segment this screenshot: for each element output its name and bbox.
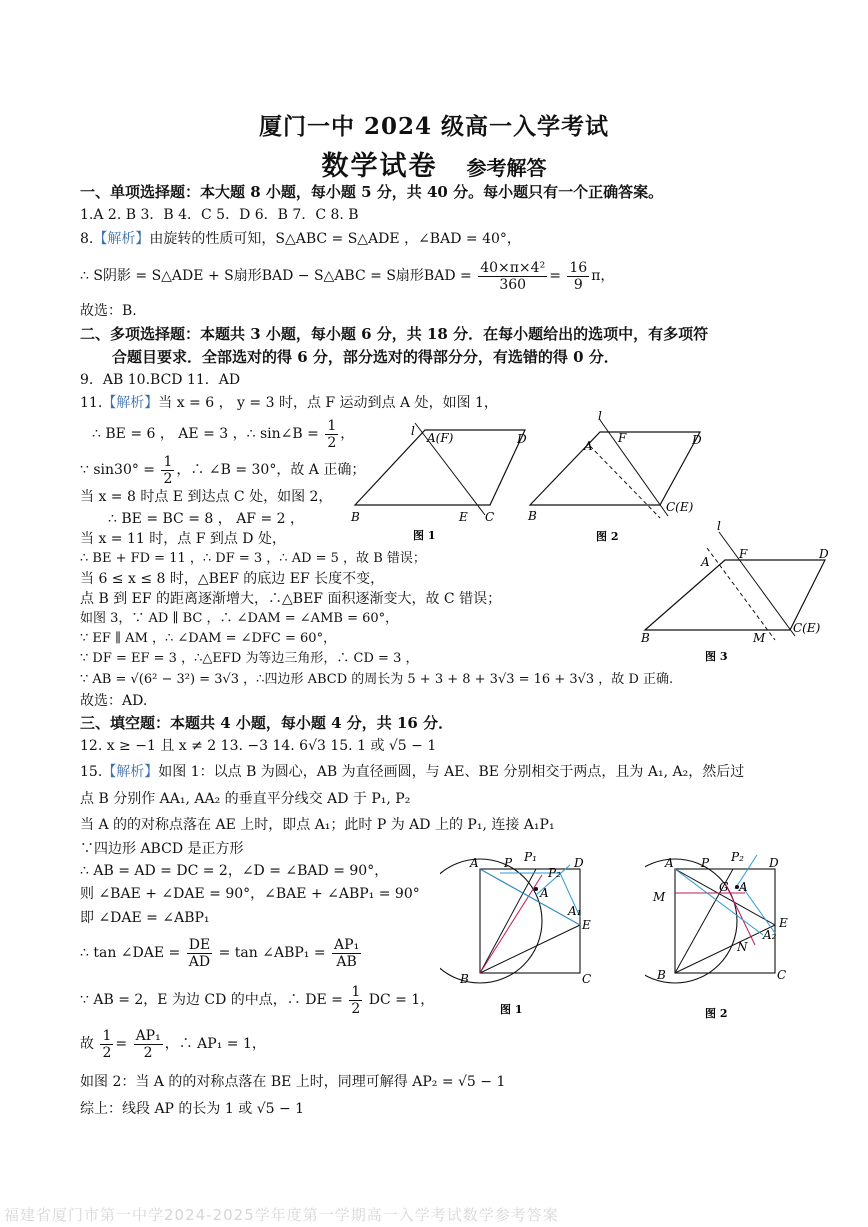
- svg-text:l: l: [598, 409, 602, 423]
- svg-text:P: P: [504, 856, 513, 870]
- jiexi-tag: 【解析】: [93, 231, 150, 247]
- q15-line10: 故 $\frac{1}{2}$ = $\frac{\text{AP₁}}{2}$ ，∴ AP₁ = 1，: [80, 1027, 266, 1061]
- q15-line5: ∴ AB = AD = DC = 2，∠D = ∠BAD = 90°，: [80, 863, 389, 879]
- svg-text:A: A: [584, 439, 593, 453]
- fig1-caption: 图 1: [413, 529, 436, 542]
- svg-text:A: A: [701, 555, 710, 569]
- point-a-prime: [534, 887, 538, 891]
- q15-line1: 15.【解析】如图 1：以点 B 为圆心，AB 为直径画圆，与 AE、BE 分别相交于两点，且为 A₁, A₂，然后过: [80, 764, 745, 780]
- fig2-caption: 图 2: [596, 530, 619, 543]
- fig5-caption: 图 2: [705, 1007, 728, 1020]
- svg-text:P₂: P₂: [731, 850, 744, 864]
- svg-text:D: D: [819, 547, 829, 561]
- label-l: l: [411, 424, 415, 438]
- svg-text:A₂: A₂: [763, 928, 777, 942]
- svg-text:N: N: [737, 940, 748, 954]
- label-d: D: [517, 432, 527, 446]
- q11-line1: 11.【解析】当 x = 6 ， y = 3 时，点 F 运动到点 A 处，如图 1，: [80, 395, 498, 411]
- svg-text:E: E: [779, 916, 788, 930]
- q15-line11: 如图 2：当 A 的的对称点落在 BE 上时，同理可解得 AP₂ = √5 − 1: [80, 1074, 506, 1090]
- q15-line7: 即 ∠DAE = ∠ABP₁: [80, 910, 210, 926]
- svg-text:M: M: [753, 631, 766, 645]
- svg-text:M: M: [653, 890, 666, 904]
- q11-line7: ∴ BE + FD = 11 ，∴ DF = 3 ，∴ AD = 5 ，故 B 错误；: [80, 551, 426, 566]
- svg-text:D: D: [769, 856, 779, 870]
- q11-line13: ∵ AB = √(6² − 3²) = 3√3 ，∴四边形 ABCD 的周长为 5 + 3 + 8 + 3√3 = 16 + 3√3 ，故 D 正确.: [80, 672, 674, 687]
- label-e: E: [459, 510, 468, 524]
- answer-key-label: 参考解答: [466, 156, 547, 180]
- footer-watermark: 福建省厦门市第一中学2024-2025学年度第一学期高一入学考试数学参考答案: [4, 1206, 559, 1224]
- exam-subtitle-row: [0, 144, 868, 183]
- segment-aa2: [675, 869, 763, 935]
- q11-line5: ∴ BE = BC = 8 ， AF = 2 ，: [108, 511, 305, 527]
- label-af: A(F): [427, 431, 454, 445]
- q15-line2: 点 B 分别作 AA₁, AA₂ 的垂直平分线交 AD 于 P₁, P₂: [80, 791, 411, 807]
- section2-answers: 9．AB 10.BCD 11．AD: [80, 372, 241, 388]
- svg-text:C(E): C(E): [666, 500, 694, 514]
- section1-heading: 一、单项选择题：本大题 8 小题，每小题 5 分，共 40 分。每小题只有一个正确答案。: [80, 183, 664, 201]
- q11-line9: 点 B 到 EF 的距离逐渐增大，∴△BEF 面积逐渐变大，故 C 错误；: [80, 591, 502, 607]
- q15-line12: 综上：线段 AP 的长为 1 或 √5 − 1: [80, 1101, 305, 1117]
- svg-text:C: C: [777, 968, 787, 982]
- q8-line1: 8.【解析】由旋转的性质可知，S△ABC = S△ADE ，∠BAD = 40°，: [80, 231, 521, 247]
- svg-text:C: C: [582, 972, 592, 986]
- section2-heading-1: 二、多项选择题：本题共 3 小题，每小题 6 分，共 18 分．在每小题给出的选项中，有多项符: [80, 325, 709, 343]
- svg-text:P: P: [701, 856, 710, 870]
- section1-answers: 1.A 2. B 3．B 4．C 5．D 6．B 7．C 8. B: [80, 207, 359, 223]
- q11-line4: 当 x = 8 时点 E 到达点 C 处，如图 2，: [80, 489, 333, 505]
- q11-line2: ∴ BE = 6 ， AE = 3 ，∴ sin∠B = $\frac{1}{2}$ ，: [92, 417, 355, 451]
- line-l: [719, 532, 795, 636]
- svg-text:E: E: [582, 918, 591, 932]
- q11-line3: ∵ sin30° = $\frac{1}{2}$ ，∴ ∠B = 30°，故 A 正确；: [80, 453, 366, 487]
- svg-text:B: B: [641, 631, 650, 645]
- q8-choice: 故选：B.: [80, 303, 137, 319]
- q8-line2: ∴ S阴影 = S△ADE + S扇形BAD − S△ABC = S扇形BAD = $\frac{\text{40×π×4²}}{360}$ = $\frac{16}{9}$ π，: [80, 259, 615, 293]
- q11-line8: 当 6 ≤ x ≤ 8 时，△BEF 的底边 EF 长度不变，: [80, 571, 385, 587]
- svg-text:B: B: [528, 509, 537, 523]
- svg-text:P₁: P₁: [524, 850, 537, 864]
- svg-text:F: F: [618, 431, 627, 445]
- label-b: B: [351, 510, 360, 524]
- q15-line3: 当 A 的的对称点落在 AE 上时，即点 A₁；此时 P 为 AD 上的 P₁, 连接 A₁P₁: [80, 817, 555, 833]
- dashed-line: [590, 446, 660, 518]
- svg-text:l: l: [717, 519, 721, 533]
- section2-heading-2: 合题目要求．全部选对的得 6 分，部分选对的得部分分，有选错的得 0 分．: [112, 348, 619, 366]
- svg-text:A: A: [470, 856, 479, 870]
- figure-q15-2: [645, 845, 825, 1025]
- q15-line4: ∵四边形 ABCD 是正方形: [80, 841, 244, 857]
- q15-line8: ∴ tan ∠DAE = $\frac{DE}{AD}$ = tan ∠ABP₁ = $\frac{\text{AP₁}}{AB}$: [80, 936, 360, 970]
- q15-line6: 则 ∠BAE + ∠DAE = 90°，∠BAE + ∠ABP₁ = 90°: [80, 886, 420, 902]
- svg-text:C(E): C(E): [793, 621, 821, 635]
- fig4-caption: 图 1: [500, 1003, 523, 1016]
- figure-q11-1: [345, 415, 535, 545]
- svg-text:G: G: [719, 880, 729, 894]
- svg-text:A₁: A₁: [568, 904, 582, 918]
- figure-q11-3: [635, 518, 835, 666]
- fig3-caption: 图 3: [705, 650, 728, 663]
- segment-aa1: [480, 869, 580, 925]
- label-c: C: [485, 510, 495, 524]
- svg-text:A: A: [540, 886, 549, 900]
- parallelogram-shape: [530, 432, 700, 505]
- q11-line12: ∵ DF = EF = 3 ，∴△EFD 为等边三角形，∴ CD = 3 ，: [80, 651, 419, 666]
- svg-text:P₂: P₂: [548, 866, 561, 880]
- parallelogram-shape: [645, 560, 825, 630]
- svg-text:D: D: [692, 433, 702, 447]
- figure-q15-1: [440, 845, 615, 1020]
- svg-text:A: A: [665, 856, 674, 870]
- svg-text:D: D: [574, 856, 584, 870]
- svg-text:F: F: [739, 547, 748, 561]
- q11-line11: ∵ EF ∥ AM ，∴ ∠DAM = ∠DFC = 60°，: [80, 631, 337, 646]
- section3-answers: 12. x ≥ −1 且 x ≠ 2 13. −3 14. 6√3 15. 1 或 √5 − 1: [80, 738, 437, 754]
- svg-text:B: B: [460, 972, 469, 986]
- svg-text:A: A: [739, 880, 748, 894]
- exam-title: 厦门一中 2024 级高一入学考试: [258, 113, 610, 140]
- line-l: [600, 420, 668, 516]
- circle-shape: [440, 859, 542, 983]
- section3-heading: 三、填空题：本题共 4 小题，每小题 4 分，共 16 分．: [80, 714, 454, 732]
- q15-line9: ∵ AB = 2，E 为边 CD 的中点，∴ DE = $\frac{1}{2}$ DC = 1，: [80, 983, 435, 1017]
- svg-text:B: B: [657, 968, 666, 982]
- segment-ae: [675, 869, 775, 925]
- subject-title: 数学试卷: [321, 151, 438, 182]
- q11-line6: 当 x = 11 时，点 F 到点 D 处，: [80, 531, 286, 547]
- q11-choice: 故选：AD.: [80, 693, 148, 709]
- q11-line10: 如图 3，∵ AD ∥ BC ，∴ ∠DAM = ∠AMB = 60°，: [80, 611, 399, 626]
